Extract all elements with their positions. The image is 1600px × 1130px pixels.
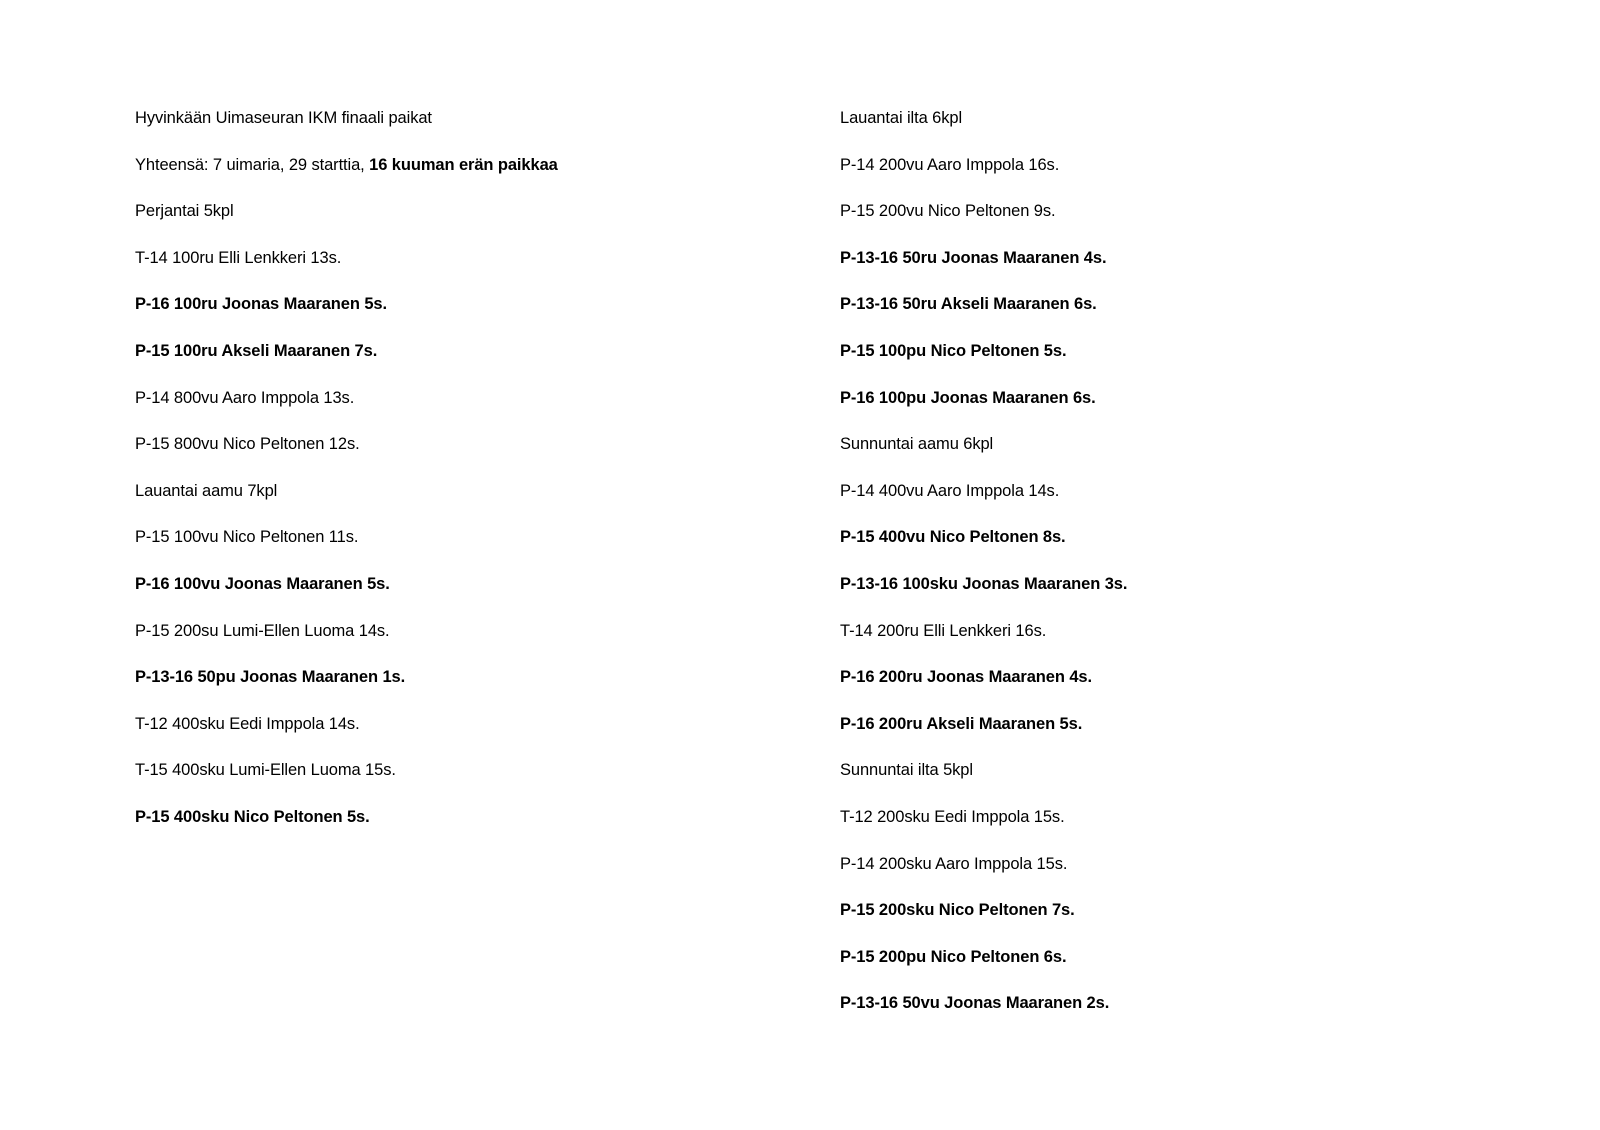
text-line (135, 152, 775, 199)
text-segment: T-12 400sku Eedi Imppola 14s. (135, 714, 360, 733)
text-line (840, 944, 1480, 991)
bold-text-segment: P-13-16 50ru Akseli Maaranen 6s. (840, 295, 1097, 314)
bold-text-segment: P-15 100pu Nico Peltonen 5s. (840, 341, 1067, 360)
text-line (135, 478, 775, 525)
bold-text-segment: P-15 400vu Nico Peltonen 8s. (840, 528, 1066, 547)
text-line (840, 711, 1480, 758)
bold-text-segment: P-13-16 50pu Joonas Maaranen 1s. (135, 668, 406, 687)
bold-text-segment: 16 kuuman erän paikkaa (369, 155, 558, 174)
text-segment: Hyvinkään Uimaseuran IKM finaali paikat (135, 109, 432, 127)
text-line (135, 431, 775, 478)
bold-text-segment: P-13-16 50ru Joonas Maaranen 4s. (840, 248, 1107, 267)
text-segment: T-15 400sku Lumi-Ellen Luoma 15s. (135, 761, 396, 780)
text-segment: Sunnuntai ilta 5kpl (840, 761, 973, 780)
bold-text-segment: P-13-16 100sku Joonas Maaranen 3s. (840, 574, 1128, 593)
text-line (135, 338, 775, 385)
text-line (135, 618, 775, 665)
text-line (135, 804, 775, 851)
bold-text-segment: P-16 100vu Joonas Maaranen 5s. (135, 574, 390, 593)
text-segment: P-14 200vu Aaro Imppola 16s. (840, 155, 1060, 174)
bold-text-segment: P-15 200pu Nico Peltonen 6s. (840, 947, 1067, 966)
text-line (840, 152, 1480, 199)
text-segment: T-14 200ru Elli Lenkkeri 16s. (840, 621, 1047, 640)
text-line (840, 990, 1480, 1037)
text-segment: P-15 200vu Nico Peltonen 9s. (840, 202, 1056, 221)
text-line (840, 338, 1480, 385)
text-segment: Lauantai ilta 6kpl (840, 109, 963, 127)
bold-text-segment: P-15 100ru Akseli Maaranen 7s. (135, 341, 378, 360)
left-column (135, 105, 775, 851)
text-segment: Perjantai 5kpl (135, 202, 234, 221)
right-column (840, 105, 1480, 1037)
text-segment: P-15 200su Lumi-Ellen Luoma 14s. (135, 621, 390, 640)
text-line (840, 431, 1480, 478)
bold-text-segment: P-15 200sku Nico Peltonen 7s. (840, 901, 1075, 920)
text-line (840, 478, 1480, 525)
text-line (840, 524, 1480, 571)
bold-text-segment: P-16 200ru Akseli Maaranen 5s. (840, 714, 1083, 733)
text-line (840, 571, 1480, 618)
text-segment: P-15 100vu Nico Peltonen 11s. (135, 528, 359, 547)
text-line (840, 105, 1480, 152)
text-line (840, 198, 1480, 245)
text-segment: P-14 800vu Aaro Imppola 13s. (135, 388, 355, 407)
text-line (135, 105, 775, 152)
bold-text-segment: P-15 400sku Nico Peltonen 5s. (135, 807, 370, 826)
text-segment: P-14 200sku Aaro Imppola 15s. (840, 854, 1068, 873)
text-segment: T-12 200sku Eedi Imppola 15s. (840, 807, 1065, 826)
bold-text-segment: P-13-16 50vu Joonas Maaranen 2s. (840, 994, 1110, 1013)
bold-text-segment: P-16 200ru Joonas Maaranen 4s. (840, 668, 1092, 687)
bold-text-segment: P-16 100ru Joonas Maaranen 5s. (135, 295, 387, 314)
text-line (840, 245, 1480, 292)
text-line (135, 524, 775, 571)
text-line (135, 711, 775, 758)
text-line (135, 571, 775, 618)
text-line (840, 757, 1480, 804)
text-segment: Lauantai aamu 7kpl (135, 481, 278, 500)
text-segment: P-14 400vu Aaro Imppola 14s. (840, 481, 1060, 500)
text-segment: P-15 800vu Nico Peltonen 12s. (135, 435, 360, 454)
text-segment: Yhteensä: 7 uimaria, 29 starttia, (135, 155, 370, 174)
text-line (840, 804, 1480, 851)
text-segment: T-14 100ru Elli Lenkkeri 13s. (135, 248, 342, 267)
text-line (135, 757, 775, 804)
text-line (135, 245, 775, 292)
text-line (135, 291, 775, 338)
text-line (840, 291, 1480, 338)
text-line (135, 198, 775, 245)
text-segment: Sunnuntai aamu 6kpl (840, 435, 994, 454)
text-line (840, 664, 1480, 711)
text-line (840, 897, 1480, 944)
text-line (135, 664, 775, 711)
bold-text-segment: P-16 100pu Joonas Maaranen 6s. (840, 388, 1096, 407)
text-line (135, 385, 775, 432)
text-line (840, 385, 1480, 432)
text-line (840, 851, 1480, 898)
text-line (840, 618, 1480, 665)
